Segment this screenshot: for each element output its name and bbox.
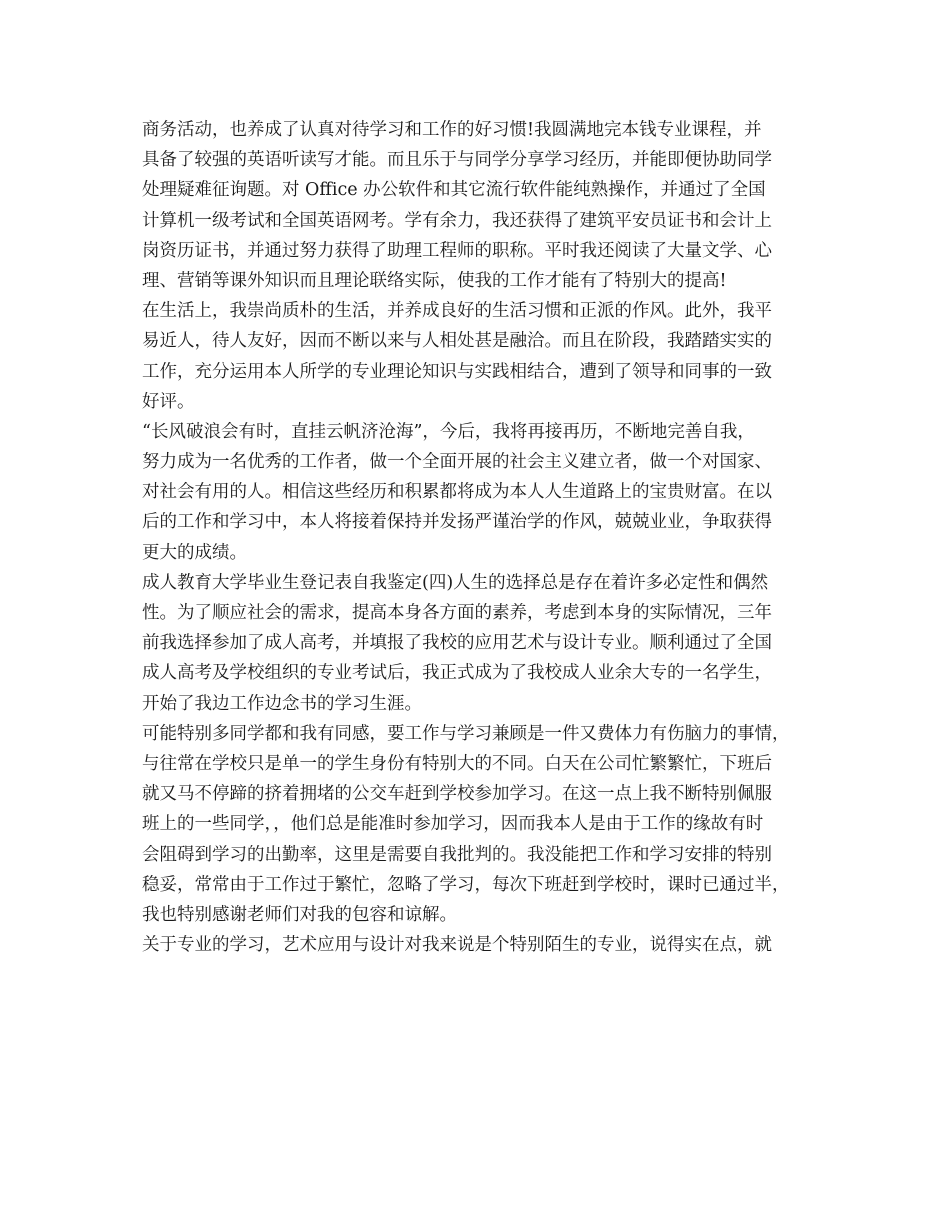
text-line: 成人教育大学毕业生登记表自我鉴定(四)人生的选择总是存在着许多必定性和偶然 [142, 572, 769, 593]
text-line: 性。为了顺应社会的需求，提高本身各方面的素养，考虑到本身的实际情况，三年 [142, 603, 772, 623]
text-line: 就又马不停蹄的挤着拥堵的公交车赶到学校参加学习。在这一点上我不断特别佩服 [142, 784, 772, 805]
text-line: 好评。 [142, 391, 195, 412]
text-line: 更大的成绩。 [142, 542, 247, 563]
text-line: 与往常在学校只是单一的学生身份有特别大的不同。白天在公司忙繁繁忙，下班后 [142, 753, 772, 774]
text-line: 稳妥，常常由于工作过于繁忙，忽略了学习，每次下班赶到学校时，课时已通过半， [142, 874, 790, 895]
text-line: 前我选择参加了成人高考，并填报了我校的应用艺术与设计专业。顺利通过了全国 [142, 633, 772, 654]
text-line: 具备了较强的英语听读写才能。而且乐于与同学分享学习经历，并能即便协助同学 [142, 150, 772, 171]
text-line: 商务活动，也养成了认真对待学习和工作的好习惯!我圆满地完本钱专业课程，并 [142, 120, 762, 140]
text-line: 岗资历证书，并通过努力获得了助理工程师的职称。平时我还阅读了大量文学、心 [142, 240, 772, 261]
text-line: 易近人，待人友好，因而不断以来与人相处甚是融洽。而且在阶段，我踏踏实实的 [142, 331, 772, 352]
text-line: 处理疑难征询题。对 Office 办公软件和其它流行软件能纯熟操作，并通过了全国 [142, 180, 766, 201]
text-line: 我也特别感谢老师们对我的包容和谅解。 [142, 904, 457, 925]
text-line: 在生活上，我崇尚质朴的生活，并养成良好的生活习惯和正派的作风。此外，我平 [142, 301, 772, 322]
text-line: 开始了我边工作边念书的学习生涯。 [142, 693, 422, 714]
text-line: 可能特别多同学都和我有同感，要工作与学习兼顾是一件又费体力有伤脑力的事情， [142, 723, 790, 744]
text-line: 后的工作和学习中，本人将接着保持并发扬严谨治学的作风，兢兢业业，争取获得 [142, 512, 772, 533]
text-line: 班上的一些同学，，他们总是能准时参加学习，因而我本人是由于工作的缘故有时 [142, 814, 764, 835]
text-line: 对社会有用的人。相信这些经历和积累都将成为本人人生道路上的宝贵财富。在以 [142, 482, 772, 503]
text-line: “长风破浪会有时，直挂云帆济沧海”，今后，我将再接再历，不断地完善自我， [142, 421, 755, 442]
document-body-text [142, 115, 814, 960]
text-line: 计算机一级考试和全国英语网考。学有余力，我还获得了建筑平安员证书和会计上 [142, 210, 772, 231]
text-line: 理、营销等课外知识而且理论联络实际，使我的工作才能有了特别大的提高! [142, 270, 727, 291]
text-line: 成人高考及学校组织的专业考试后，我正式成为了我校成人业余大专的一名学生， [142, 663, 772, 684]
text-line: 努力成为一名优秀的工作者，做一个全面开展的社会主义建立者，做一个对国家、 [142, 452, 772, 473]
text-line: 工作，充分运用本人所学的专业理论知识与实践相结合，遭到了领导和同事的一致 [142, 361, 772, 382]
text-line: 会阻碍到学习的出勤率，这里是需要自我批判的。我没能把工作和学习安排的特别 [142, 844, 772, 865]
text-line: 关于专业的学习，艺术应用与设计对我来说是个特别陌生的专业，说得实在点，就 [142, 935, 772, 956]
